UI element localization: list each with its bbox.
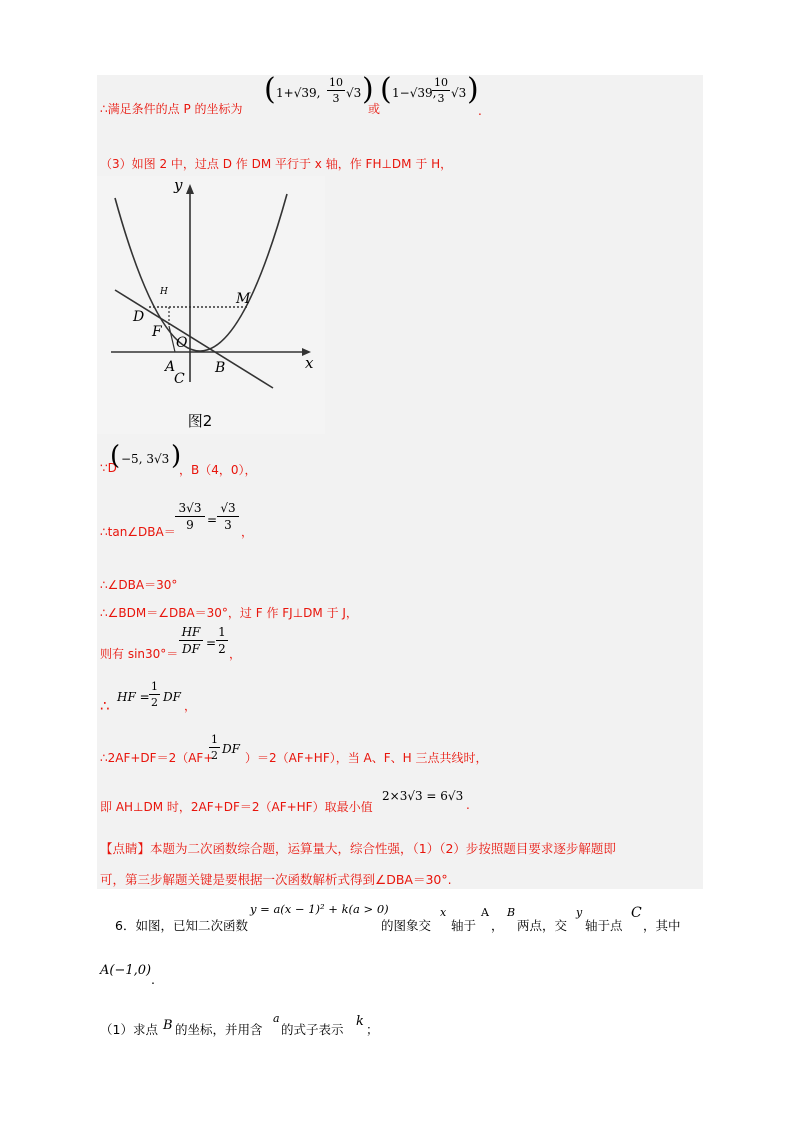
- hf-lhs: HF =: [117, 690, 150, 704]
- hf-frac: [149, 680, 160, 709]
- paren-open-2: (: [380, 72, 392, 107]
- label-y: y: [174, 176, 183, 194]
- sin-eq: =: [206, 636, 217, 650]
- q6-text-b: 的图象交: [381, 918, 432, 933]
- sum-frac: [209, 733, 220, 762]
- p1-y-tail: √3: [346, 86, 362, 100]
- p2-y-den: 3: [437, 92, 445, 105]
- sin-den-1: DF: [182, 642, 200, 656]
- sum-den: 2: [211, 749, 218, 762]
- tan-num-1: 3√3: [178, 501, 202, 515]
- q6-text-e: 两点，交: [517, 918, 568, 933]
- hf-den: 2: [151, 696, 158, 709]
- sub1-text-a: （1）求点: [100, 1022, 158, 1037]
- frac-bar: [179, 640, 203, 641]
- paren-close-1: ): [362, 72, 374, 107]
- paren-close-d: ): [171, 441, 182, 471]
- or-text: 或: [368, 102, 381, 116]
- p1-y-num: 10: [329, 76, 343, 89]
- label-b: B: [215, 360, 226, 376]
- angle-bdm-line: ∴∠BDM＝∠DBA＝30°，过 F 作 FJ⊥DM 于 J，: [100, 606, 358, 620]
- sin-frac-2: [216, 625, 228, 656]
- label-o: O: [176, 335, 188, 351]
- q6-a-point: A: [481, 906, 489, 919]
- q6-text-a: 6．如图，已知二次函数: [115, 918, 248, 933]
- p2-y-tail: √3: [451, 86, 467, 100]
- min-end: .: [466, 798, 470, 812]
- sin-num-2: 1: [218, 625, 226, 639]
- comment-line-1: 【点睛】本题为二次函数综合题，运算量大，综合性强，（1）（2）步按照题目要求逐步解题即: [100, 841, 616, 856]
- paren-close-2: ): [467, 72, 479, 107]
- q6-text-f: 轴于点: [585, 918, 623, 933]
- tan-eq: =: [207, 513, 218, 527]
- sum-df: DF: [222, 742, 240, 756]
- sin-end: ，: [229, 647, 242, 661]
- part3-text: （3）如图 2 中，过点 D 作 DM 平行于 x 轴，作 FH⊥DM 于 H，: [100, 157, 453, 171]
- label-c: C: [174, 371, 185, 387]
- parabola-curve: [115, 194, 287, 351]
- p2-y-num: 10: [434, 76, 448, 89]
- q6-text-d: ，: [491, 918, 504, 933]
- frac-bar: [149, 694, 160, 695]
- frac-bar: [216, 640, 228, 641]
- sin-frac-1: [179, 625, 203, 656]
- label-m: M: [236, 291, 251, 307]
- p1-y-frac: [327, 76, 345, 105]
- q6-c-point: C: [631, 905, 642, 921]
- hf-prefix: ∴: [100, 697, 110, 715]
- figure-caption: 图2: [187, 412, 213, 430]
- sum-a: ∴2AF+DF＝2（AF+: [100, 751, 214, 765]
- p1-y-den: 3: [332, 92, 340, 105]
- solution-line-p: [100, 100, 243, 117]
- q6-text-c: 轴于: [451, 918, 477, 933]
- label-a: A: [165, 359, 176, 375]
- tan-den-2: 3: [224, 518, 232, 532]
- paren-open-1: (: [264, 72, 276, 107]
- frac-bar: [327, 90, 345, 91]
- q6-b-point: B: [507, 906, 516, 919]
- y-axis-arrow: [186, 184, 194, 194]
- line-af: [169, 326, 175, 352]
- b-text: ，B（4，0），: [179, 463, 257, 477]
- hf-num: 1: [151, 680, 158, 693]
- sub1-text-d: ；: [366, 1022, 379, 1037]
- sin-num-1: HF: [181, 625, 201, 639]
- sub1-text-c: 的式子表示: [281, 1022, 344, 1037]
- p-prefix: ∴满足条件的点 P 的坐标为: [100, 102, 243, 116]
- sub1-text-b: 的坐标，并用含: [175, 1022, 263, 1037]
- tan-prefix: ∴tan∠DBA＝: [100, 525, 176, 539]
- p2-y-frac: [432, 76, 450, 105]
- tan-frac-2: [217, 501, 239, 532]
- sum-num: 1: [211, 733, 218, 746]
- d-prefix: ∵D: [100, 461, 117, 475]
- min-value: 2×3√3 = 6√3: [382, 789, 464, 803]
- label-f: F: [152, 324, 162, 340]
- q6-formula: y = a(x − 1)² + k(a > 0): [250, 902, 389, 916]
- label-h: H: [160, 287, 168, 297]
- sub1-b: B: [163, 1018, 173, 1033]
- min-text: 即 AH⊥DM 时，2AF+DF＝2（AF+HF）取最小值: [100, 800, 373, 814]
- q6-y: y: [576, 906, 583, 919]
- sub1-k: k: [356, 1014, 364, 1029]
- sum-b: ）＝2（AF+HF），当 A、F、H 三点共线时，: [245, 751, 488, 765]
- frac-bar: [175, 516, 205, 517]
- paren-open-d: (: [110, 441, 121, 471]
- hf-rhs: DF: [163, 690, 181, 704]
- q6-x: x: [440, 906, 447, 919]
- hf-end: ，: [184, 699, 197, 713]
- label-x: x: [305, 354, 314, 372]
- sin-den-2: 2: [218, 642, 226, 656]
- frac-bar: [209, 747, 220, 748]
- d-coord: −5, 3√3: [121, 452, 170, 466]
- line1-end: .: [478, 104, 482, 118]
- tan-frac-1: [175, 501, 205, 532]
- parabola-diagram: [97, 176, 325, 434]
- label-d: D: [133, 309, 145, 325]
- frac-bar: [217, 516, 239, 517]
- frac-bar: [432, 90, 450, 91]
- sub1-a-var: a: [273, 1012, 280, 1025]
- angle-dba-line: ∴∠DBA＝30°: [100, 578, 178, 592]
- p2-x: 1−√39,: [392, 86, 437, 100]
- sin-prefix: 则有 sin30°＝: [100, 647, 179, 661]
- q6-point-a: A(−1,0): [100, 963, 152, 978]
- figure-2: [97, 176, 325, 434]
- p1-x: 1+√39,: [276, 86, 321, 100]
- q6-point-end: .: [151, 972, 155, 987]
- tan-end: ，: [241, 525, 254, 539]
- tan-num-2: √3: [220, 501, 236, 515]
- tan-den-1: 9: [186, 518, 194, 532]
- q6-text-g: ，其中: [643, 918, 681, 933]
- comment-line-2: 可，第三步解题关键是要根据一次函数解析式得到∠DBA＝30°.: [100, 872, 452, 887]
